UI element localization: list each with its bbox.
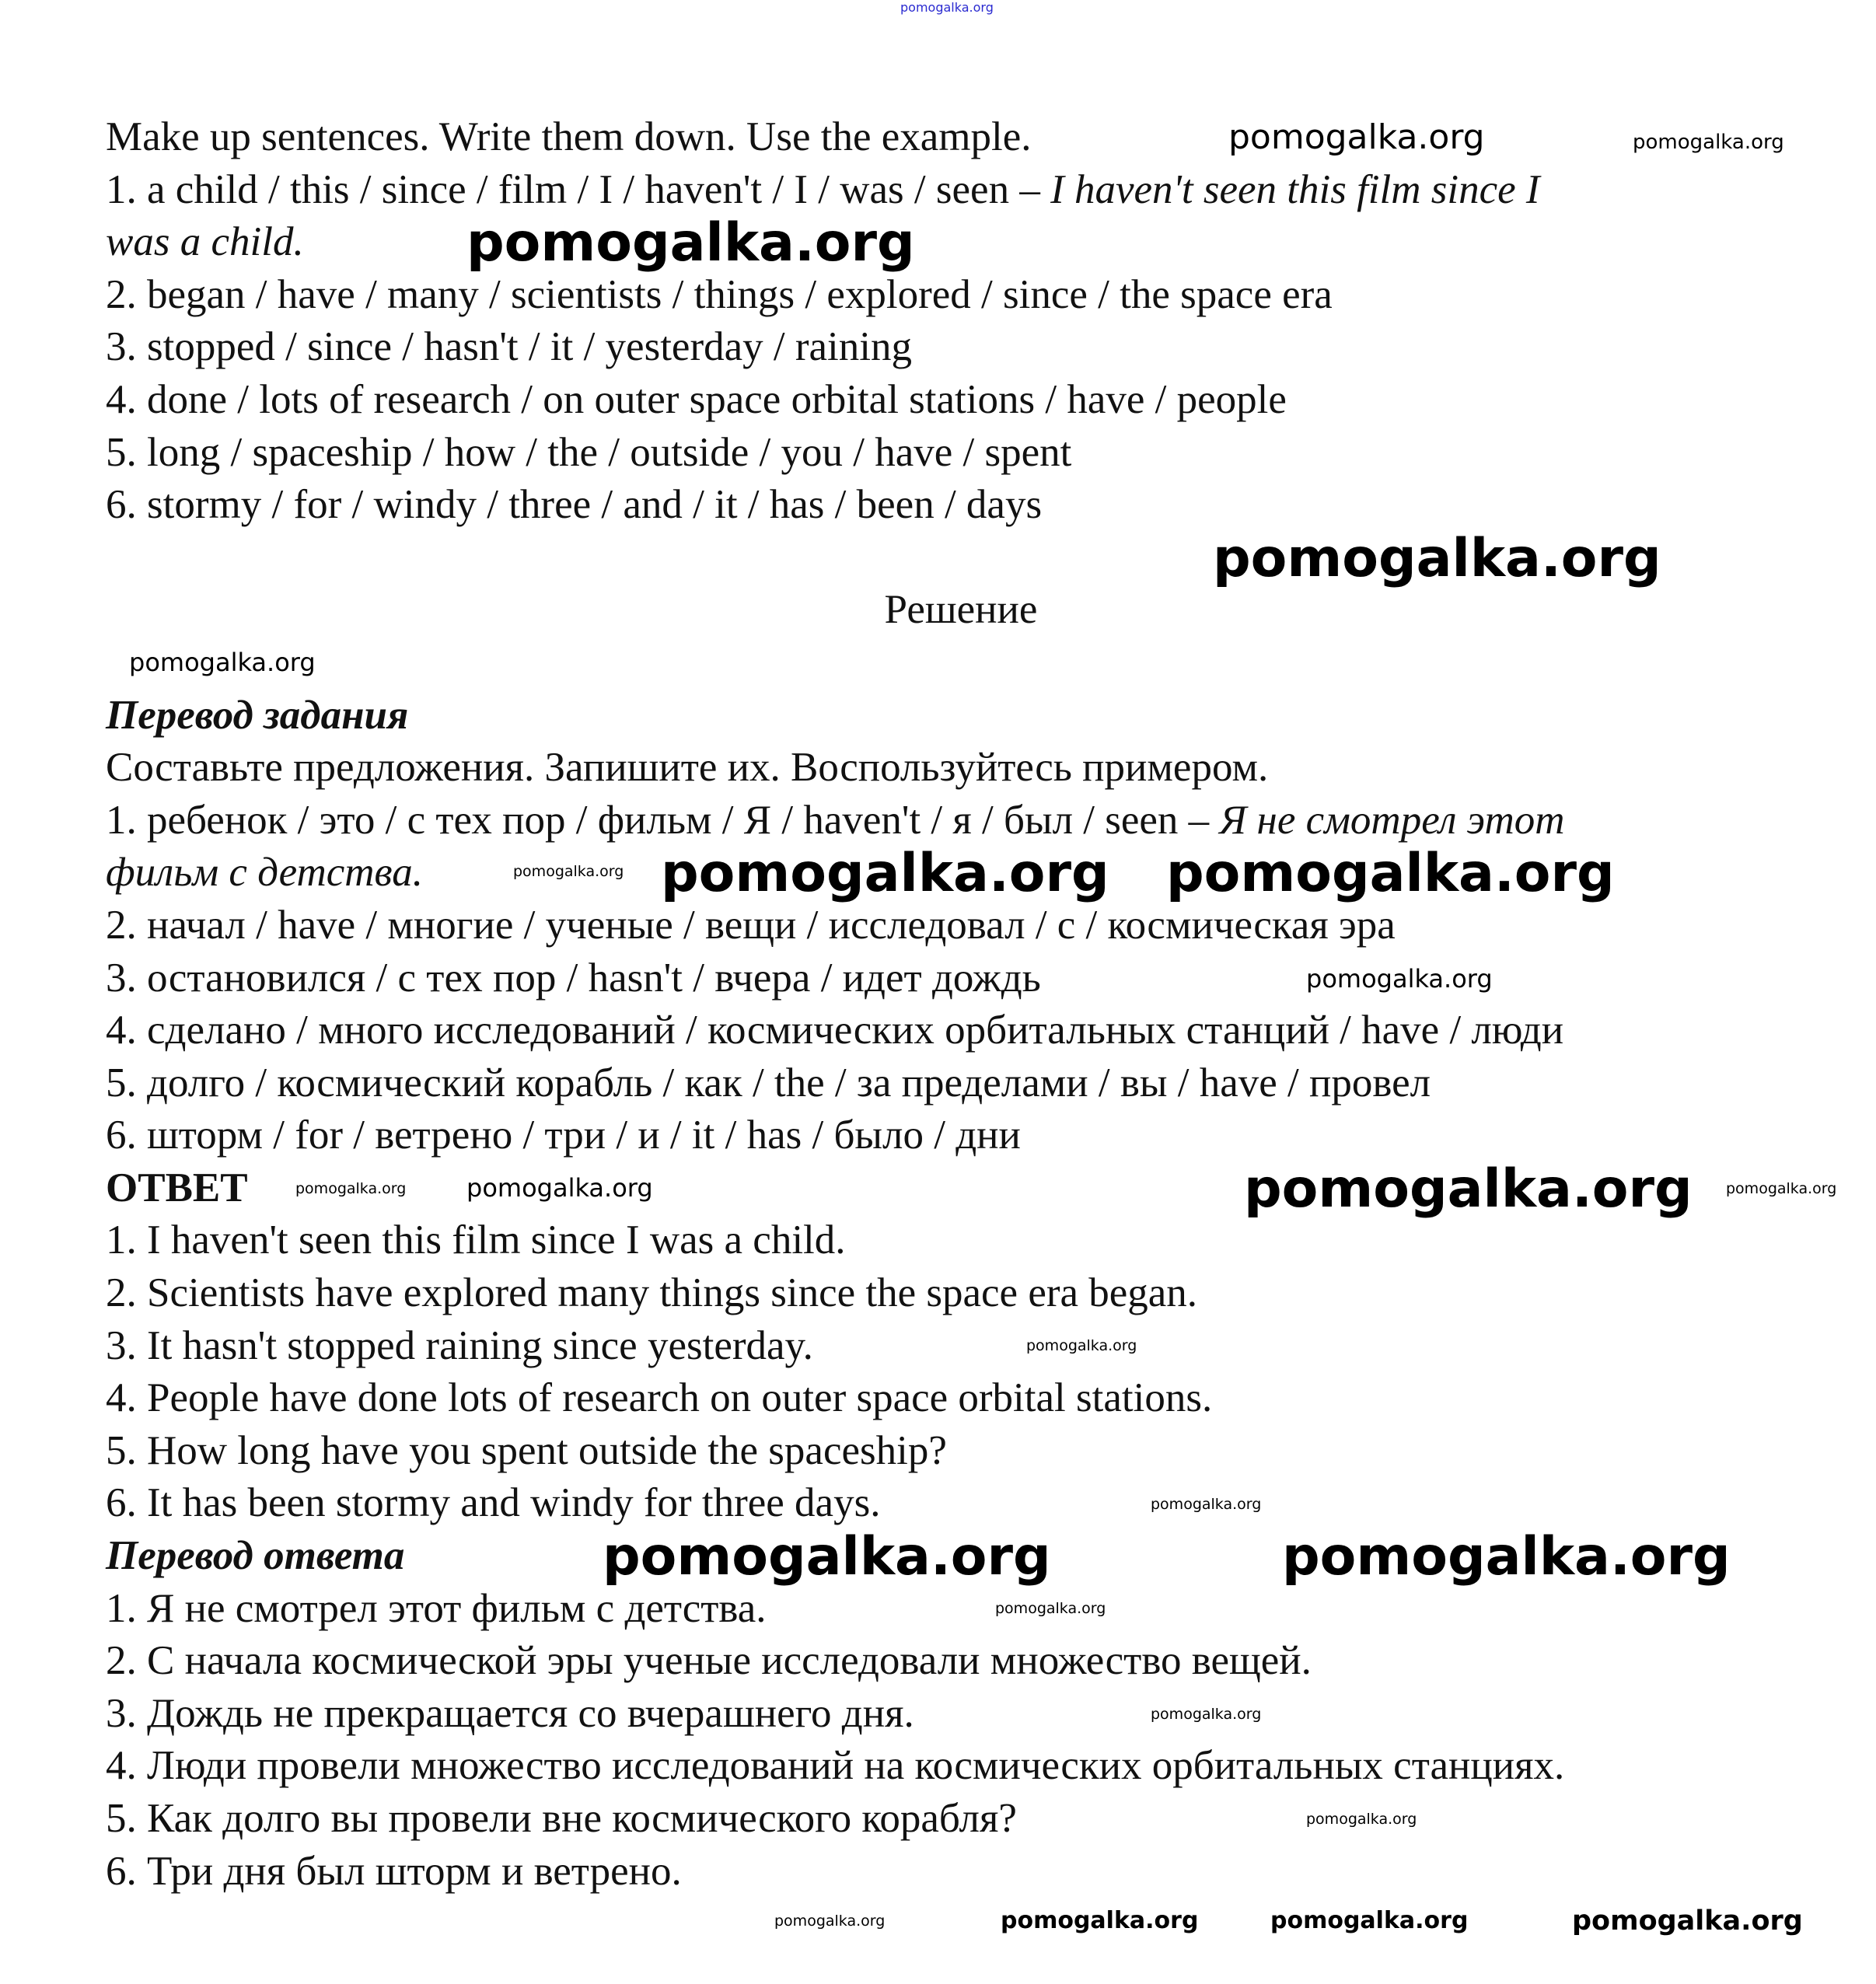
task-instruction: Make up sentences. Write them down. Use the example. xyxy=(106,114,1032,159)
watermark: pomogalka.org xyxy=(1151,1496,1262,1513)
watermark: pomogalka.org xyxy=(1306,1811,1417,1828)
watermark: pomogalka.org xyxy=(900,0,994,15)
answer-item: 6. It has been stormy and windy for three days. xyxy=(106,1480,881,1526)
item-prompt: 1. ребенок / это / с тех пор / фильм / Я / haven't / я / был / seen – xyxy=(106,797,1220,843)
translation-task-item-1 xyxy=(106,795,1816,847)
watermark: pomogalka.org xyxy=(995,1600,1106,1617)
watermark: pomogalka.org xyxy=(295,1180,407,1197)
watermark: pomogalka.org xyxy=(1213,528,1661,589)
translation-task-instruction: Составьте предложения. Запишите их. Воспользуйтесь примером. xyxy=(106,745,1269,791)
watermark: pomogalka.org xyxy=(1026,1337,1137,1354)
solution-heading: Решение xyxy=(884,587,1038,633)
translation-task-heading: Перевод задания xyxy=(106,692,409,738)
translation-answer-item: 1. Я не смотрел этот фильм с детства. xyxy=(106,1585,767,1631)
translation-answer-item: 4. Люди провели множество исследований на космических орбитальных станциях. xyxy=(106,1743,1565,1789)
translation-task-item-5: 5. долго / космический корабль / как / the / за пределами / вы / have / провел xyxy=(106,1060,1431,1106)
watermark: pomogalka.org xyxy=(1228,117,1485,157)
watermark: pomogalka.org xyxy=(513,863,624,880)
task-item-1 xyxy=(106,164,1816,217)
watermark: pomogalka.org xyxy=(1270,1907,1469,1934)
translation-task-item-3: 3. остановился / с тех пор / hasn't / вчера / идет дождь xyxy=(106,955,1041,1001)
item-example: Я не смотрел этот xyxy=(1219,797,1565,843)
translation-answer-item: 3. Дождь не прекращается со вчерашнего дня. xyxy=(106,1690,914,1736)
item-prompt: 1. a child / this / since / film / I / haven't / I / was / seen – xyxy=(106,166,1051,212)
translation-answer-item: 5. Как долго вы провели вне космического корабля? xyxy=(106,1796,1017,1841)
task-item-2: 2. began / have / many / scientists / things / explored / since / the space era xyxy=(106,271,1333,317)
watermark: pomogalka.org xyxy=(129,648,316,677)
watermark: pomogalka.org xyxy=(466,1173,653,1203)
translation-task-item-6: 6. шторм / for / ветрено / три / и / it / has / было / дни xyxy=(106,1113,1021,1158)
watermark: pomogalka.org xyxy=(466,212,915,274)
watermark: pomogalka.org xyxy=(1001,1907,1199,1934)
task-item-6: 6. stormy / for / windy / three / and / it / has / been / days xyxy=(106,482,1043,528)
watermark: pomogalka.org xyxy=(1633,131,1784,154)
watermark: pomogalka.org xyxy=(1282,1526,1731,1588)
task-item-4: 4. done / lots of research / on outer space orbital stations / have / people xyxy=(106,376,1287,422)
translation-task-item-1-cont: фильм с детства. xyxy=(106,850,423,896)
watermark: pomogalka.org xyxy=(1572,1905,1803,1937)
watermark: pomogalka.org xyxy=(661,843,1109,904)
document-body xyxy=(106,111,1816,1898)
translation-answer-item: 6. Три дня был шторм и ветрено. xyxy=(106,1848,682,1894)
translation-task-item-4: 4. сделано / много исследований / космических орбитальных станций / have / люди xyxy=(106,1008,1564,1053)
item-example: I haven't seen this film since I xyxy=(1050,166,1540,212)
answer-item: 4. People have done lots of research on outer space orbital stations. xyxy=(106,1375,1213,1421)
task-item-5: 5. long / spaceship / how / the / outside / you / have / spent xyxy=(106,429,1072,475)
answer-item: 5. How long have you spent outside the spaceship? xyxy=(106,1427,947,1473)
answer-item: 1. I haven't seen this film since I was a child. xyxy=(106,1217,846,1263)
watermark: pomogalka.org xyxy=(1244,1158,1693,1220)
watermark: pomogalka.org xyxy=(1166,843,1615,904)
watermark: pomogalka.org xyxy=(774,1912,886,1930)
watermark: pomogalka.org xyxy=(1306,964,1493,994)
watermark: pomogalka.org xyxy=(1726,1180,1837,1197)
answer-item: 2. Scientists have explored many things since the space era began. xyxy=(106,1270,1198,1316)
answer-item: 3. It hasn't stopped raining since yesterday. xyxy=(106,1322,813,1368)
translation-task-item-2: 2. начал / have / многие / ученые / вещи / исследовал / с / космическая эра xyxy=(106,902,1396,948)
translation-answer-item: 2. С начала космической эры ученые исследовали множество вещей. xyxy=(106,1638,1312,1684)
translation-answer-heading: Перевод ответа xyxy=(106,1533,405,1579)
task-item-3: 3. stopped / since / hasn't / it / yesterday / raining xyxy=(106,324,912,370)
watermark: pomogalka.org xyxy=(603,1526,1051,1588)
task-item-1-cont: was a child. xyxy=(106,219,304,265)
watermark: pomogalka.org xyxy=(1151,1706,1262,1723)
answer-heading: ОТВЕТ xyxy=(106,1165,248,1210)
